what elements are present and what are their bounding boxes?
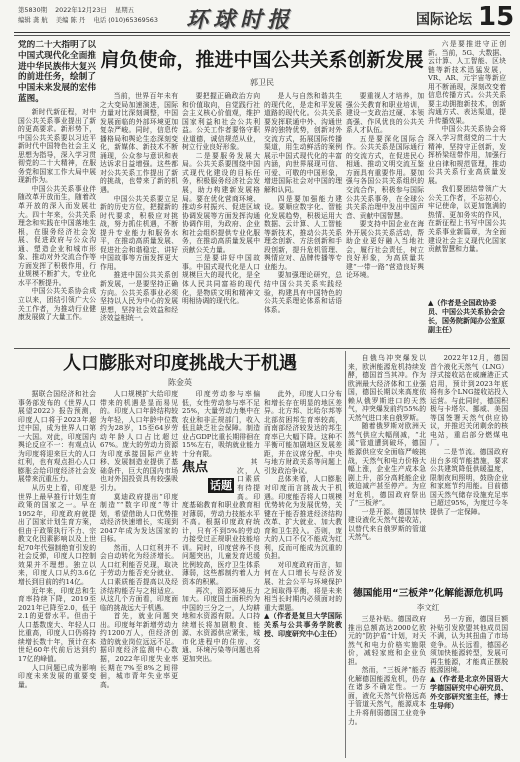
- article1-column-5: [346, 92, 424, 345]
- article1-lead: 党的二十大指明了以中国式现代化全面推进中华民族伟大复兴的前进任务，绘制了中国未来发展的宏伟蓝图。: [18, 40, 96, 104]
- body-paragraph: 然而，“三板斧”能否化解德国能源危机，仍存在诸多不确定性。一方面，液化天然气价格远高于管道天然气，能源成本上升将削弱德国工业竞争力。: [348, 666, 426, 726]
- newspaper-logo: 环球时报: [186, 7, 295, 33]
- article2-byline: 陈金英: [168, 378, 192, 387]
- body-paragraph: 中国公共关系事业伴随改革开放而生，随着改革开放的深入而发展壮大。四十年来，公共关系理念和实践在中国落地生根，在服务经济社会发展、促进政府与公众沟通、塑造企业和城市形象、推动对外交流合作等方面发挥了积极作用，行业规模不断扩大，专业化水平不断提升。: [18, 184, 96, 287]
- article1-author-note-box: [428, 299, 506, 345]
- body-paragraph: 对印度政府而言，如何在人口增长与经济发展、社会公平与环境保护之间取得平衡，将是未来相当长时期内必须面对的重大课题。: [264, 560, 342, 612]
- article2-column-2: [100, 390, 178, 758]
- body-paragraph: 六是要推进守正创新。当前，5G、大数据、云计算、人工智能、区块链等新技术迅猛发展，VR、AR、元宇宙等新应用不断涌现，深刻改变着信息传播方式。公共关系要主动拥抱新技术，创新沟通方式、表达渠道，提升传播效果。: [428, 40, 506, 125]
- issue-date: 2022年12月23日: [55, 6, 107, 14]
- article1-column-6: [428, 40, 506, 296]
- article1-byline: 郭卫民: [250, 78, 274, 87]
- author-note: ▲（作者是北京外国语大学德国研究中心研究员、外交部研究室主任，博士生导师）: [430, 674, 508, 710]
- body-paragraph: 人口规模扩大给印度带来的机遇是显而易见的。印度人口年龄结构较为年轻，人口年龄中位数约为28岁，15至64岁劳动年龄人口占比超过67%。庞大的劳动力资源为印度承接国际产业转移、发展制造业提供了基础条件，巨大的国内市场也对外国投资具有较强吸引力。: [100, 390, 178, 493]
- body-paragraph: 二是要服务发展大局。公共关系要围绕中国式现代化建设的目标任务，积极服务经济社会发展，助力构建新发展格局。要在优化营商环境、推动乡村振兴、促进区域协调发展等方面发挥沟通协调作用，为政府、企业和社会组织提供专业化服务，在推动高质量发展中贡献公关力量。: [182, 151, 260, 254]
- body-paragraph: 我们要团结带领广大公关工作者，不忘初心，牢记使命，以更加饱满的热情、更加务实的作风，在新征程上书写中国公共关系事业新篇章，为全面建设社会主义现代化国家贡献智慧和力量。: [428, 185, 506, 254]
- article3-column-1-bottom: [348, 615, 426, 758]
- masthead-rule: [14, 32, 510, 33]
- article3-byline: 李文红: [416, 603, 440, 612]
- body-paragraph: 另一方面，德国巨额补贴引发欧盟其他成员国不满，认为其扭曲了市场竞争。从长远看，德国必须加快能源转型，发展可再生能源，才能真正摆脱能源困境。: [430, 615, 508, 675]
- author-note: ▲（作者是复旦大学国际关系与公共事务学院教授、印度研究中心主任）: [264, 612, 342, 639]
- article3-column-1-top: [348, 354, 426, 582]
- body-paragraph: 当前，世界百年未有之大变局加速演进，国际力量对比深刻调整，中国发展面临的外部环境更加复杂严峻。同时，信息传播格局和舆论生态深刻变化，新媒体、新技术不断涌现，公众参与意识和表达诉求日益增强。这些都对公共关系工作提出了新的挑战，也带来了新的机遇。: [100, 92, 178, 195]
- body-paragraph: 三是补贴。德国政府推出总额高达2000亿欧元的“防护盾”计划，对天然气和电力价格实施限价，减轻家庭和企业负担。: [348, 615, 426, 666]
- body-paragraph: 要重视人才培养，加强公关教育和职业培训，建设一支政治过硬、本领高强、作风优良的公共关系人才队伍。: [346, 92, 424, 135]
- body-paragraph: 要加强理论研究，总结中国公共关系实践经验，构建具有中国特色的公共关系理论体系和话语体系。: [264, 271, 342, 314]
- page-number: 15: [478, 2, 515, 32]
- body-paragraph: 从历史上看，印度是世界上最早推行计划生育政策的国家之一。早在1952年，印度政府就提出了国家计划生育方案，但由于政策执行不力、宗教文化因素影响以及上世纪70年代强制绝育引发的社会反弹，印度人口控制效果并不理想。独立以来，印度人口从约3.6亿增长到目前的约14亿。: [18, 484, 96, 587]
- body-paragraph: 首先，就业问题突出。印度每年新增劳动力约1200万人，但经济创造的就业岗位远远不足。据印度经济监测中心数据，2022年印度失业率长期在7%至8%之间徘徊，城市青年失业率更高。: [100, 612, 178, 689]
- body-paragraph: 人口问题已成为影响印度未来发展的重要变量。: [18, 663, 96, 689]
- article1-column-1: [18, 108, 96, 345]
- body-paragraph: 随着俄罗斯对欧洲天然气供应大幅削减，“北溪”管道遭到破坏，德国能源供应安全面临严峻挑战，天然气和电力价格大幅上涨，企业生产成本急剧上升，部分高耗能企业被迫减产甚至停产。为应对危机，德国政府祭出了“三板斧”。: [348, 422, 426, 508]
- article3-column-2-bottom: [430, 615, 508, 758]
- column-divider: [345, 351, 346, 758]
- body-paragraph: 四是要加强能力建设。要顺应数字化、智能化发展趋势，积极运用大数据、云计算、人工智能等新技术，推动公共关系理念创新、方法创新和手段创新，提升危机管理、舆情应对、品牌传播等专业能力。: [264, 194, 342, 271]
- issue-number: 第5830期: [18, 6, 48, 14]
- phone-number: 电话 (010)65369563: [93, 16, 158, 24]
- body-paragraph: 中国公共关系协会将深入学习贯彻党的二十大精神，坚持守正创新，发挥桥梁纽带作用，加强行业自律和规范管理，推动公共关系行业高质量发展。: [428, 125, 506, 185]
- editor-info-line: [18, 16, 164, 24]
- body-paragraph: 此外，印度人口分布和增长存在明显的地区差异。北方邦、比哈尔邦等北部贫困邦生育率较高，而南部经济较发达的邦生育率已大幅下降。这种不平衡可能加剧地区发展差距，并在议席分配、中央与地方财政关系等问题上引发政治争议。: [264, 390, 342, 475]
- section-title: 国际论坛: [416, 12, 472, 28]
- designer-credit: 美编 陈 丹: [55, 16, 86, 24]
- article1-headline: 肩负使命，推进中国公共关系创新发展: [100, 49, 424, 71]
- issue-weekday: 星期五: [114, 6, 135, 14]
- issue-info-line: [18, 6, 140, 14]
- article1-column-3: [182, 92, 260, 345]
- editor-credit: 编辑 龚 航: [18, 16, 48, 24]
- body-paragraph: 其次，人口素质有待提高。印度基础教育和职业教育相对薄弱，劳动力技能水平不高。根据印度政府统计，只有不到5%的劳动力接受过正规职业技能培训。同时，印度营养不良问题突出，儿童发育迟缓比例较高，医疗卫生体系薄弱，这些都制约着人力资本的积累。: [182, 458, 260, 587]
- body-paragraph: 五是要深化国际合作。公共关系是国际通行的交流方式，在促进民心相通、推动文明交流互鉴方面具有重要作用。要加强与各国公共关系组织的交流合作，积极参与国际公共关系事务，在全球公共关系治理中发出中国声音、贡献中国智慧。: [346, 134, 424, 220]
- body-paragraph: 是人与自然和谐共生的现代化，是走和平发展道路的现代化。公共关系要发挥联通中外、沟通世界的独特优势，创新对外交流方式，拓展国际传播渠道，用生动鲜活的案例展示中国式现代化的丰富内涵，向世界展现可信、可爱、可敬的中国形象，增进国际社会对中国的理解和认同。: [264, 92, 342, 195]
- body-paragraph: 然而，人口红利并不会自动转化为经济增长。人口红利能否兑现，取决于劳动力能否充分就业、人口素质能否提高以及经济结构能否与之相适应。从这几个方面看，印度面临的挑战远大于机遇。: [100, 543, 178, 612]
- article3-headline: 德国能用“三板斧”化解能源危机吗: [352, 588, 504, 599]
- badge-label-top: 焦点: [182, 460, 209, 476]
- badge-label-bottom: 话题: [210, 479, 232, 493]
- article2-headline: 人口膨胀对印度挑战大于机遇: [63, 353, 297, 374]
- body-paragraph: 近年来，印度总和生育率持续下降，2019至2021年已降至2.0，低于2.1的更替水平。但由于人口基数庞大、年轻人口比重高，印度人口仍将持续增长数十年，预计在本世纪60年代前后达到约17亿的峰值。: [18, 586, 96, 663]
- body-paragraph: 推进中国公共关系创新发展，一是要坚持正确方向。公共关系事业必须坚持以人民为中心的发展思想，坚持社会效益和经济效益相统一。: [100, 271, 178, 323]
- body-paragraph: 一是开源。德国加快建设液化天然气接收站，以替代来自俄罗斯的管道天然气。: [348, 507, 426, 542]
- masthead-rule-thin: [14, 35, 510, 36]
- body-paragraph: 印度劳动参与率偏低，女性劳动参与率不足25%，大量劳动力集中在农业和非正规部门，收入低且缺乏社会保障。制造业占GDP比重长期徘徊在15%左右，吸纳就业能力十分有限。: [182, 390, 260, 458]
- body-paragraph: 要把握正确政治方向和价值取向，自觉践行社会主义核心价值观，维护国家利益和社会公共利益。公关工作者要恪守职业道德，诚信规范从业，树立行业良好形象。: [182, 92, 260, 152]
- body-paragraph: 自俄乌冲突爆发以来，欧洲能源危机持续发酵，德国首当其冲。作为欧洲最大经济体和工业强国，德国长期以来高度依赖从俄罗斯进口的天然气，冲突爆发前约55%的天然气进口来自俄罗斯。: [348, 354, 426, 422]
- body-paragraph: 总体来看，人口膨胀对印度而言挑战大于机遇。印度能否将人口规模优势转化为发展优势，关键在于能否推进经济结构改革、扩大就业、加大教育和卫生投入。否则，庞大的人口不仅不能成为红利，反而可能成为沉重的负担。: [264, 475, 342, 561]
- body-paragraph: 再次，资源环境压力加大。印度国土面积约为中国的三分之一，人均耕地和水资源有限。人口持续增长将加剧粮食、能源、水资源供应紧张，城市化进程中的住房、交通、环境污染等问题也将更加突出。: [182, 586, 260, 663]
- body-paragraph: 三是要讲好中国故事。中国式现代化是人口规模巨大的现代化，是全体人民共同富裕的现代化，是物质文明和精神文明相协调的现代化。: [182, 254, 260, 306]
- article1-column-4: [264, 92, 342, 345]
- body-paragraph: 二是节流。德国政府出台多项节能措施，要求公共建筑降低供暖温度，限制夜间照明，鼓励企业和家庭节约用能。目前德国天然气储存设施充足率已超过95%，为度过今冬提供了一定保障。: [430, 448, 508, 516]
- article-divider: [14, 348, 510, 349]
- body-paragraph: 中国公共关系协会成立以来，团结引领广大公关工作者，为推动行业健康发展做了大量工作。: [18, 287, 96, 322]
- focus-topic-badge: [182, 461, 234, 493]
- body-paragraph: 莫迪政府提出“印度制造”“数字印度”等计划，希望借助人口优势推动经济快速增长，实现到2047年成为发达国家的目标。: [100, 492, 178, 544]
- author-note: ▲（作者是全国政协委员、中国公共关系协会会长，国务院新闻办公室原副主任）: [428, 299, 505, 334]
- body-paragraph: 2022年12月，德国首个液化天然气（LNG）浮式接收站在威廉港正式启用，预计到2023年底将有多个LNG接收站投入运营。与此同时，德国积极与卡塔尔、挪威、美国等国签署天然气供应协议，并推迟关闭剩余的核电站，重启部分燃煤电厂。: [430, 354, 508, 448]
- body-paragraph: 据联合国经济和社会事务部发布的《世界人口展望2022》报告预测，印度人口将于2023年超过中国，成为世界人口第一大国。对此，印度国内舆论反应不一：有观点认为印度将迎来巨大的人口红利，也有观点担心人口膨胀会给印度经济社会发展带来沉重压力。: [18, 390, 96, 484]
- article1-column-2: [100, 92, 178, 345]
- article2-column-3: [182, 390, 260, 758]
- article2-column-1: [18, 390, 96, 758]
- body-paragraph: 中国公共关系要立足新的历史方位，把握新的时代要求，积极应对挑战，努力抓住机遇，不断提升专业能力和服务水平，在推动高质量发展、促进社会和谐稳定、讲好中国故事等方面发挥更大作用。: [100, 194, 178, 271]
- article2-column-4: [264, 390, 342, 758]
- body-paragraph: 新时代新征程，对中国公共关系事业提出了新的更高要求。新形势下，中国公共关系要以习近平新时代中国特色社会主义思想为指导，深入学习贯彻党的二十大精神，在服务党和国家工作大局中展现新作为。: [18, 108, 96, 185]
- body-paragraph: 要支持中国企业在海外开展公共关系活动，帮助企业更好融入当地社会，履行社会责任，树立良好形象，为高质量共建“一带一路”营造良好舆论环境。: [346, 220, 424, 280]
- article3-column-2-top: [430, 354, 508, 582]
